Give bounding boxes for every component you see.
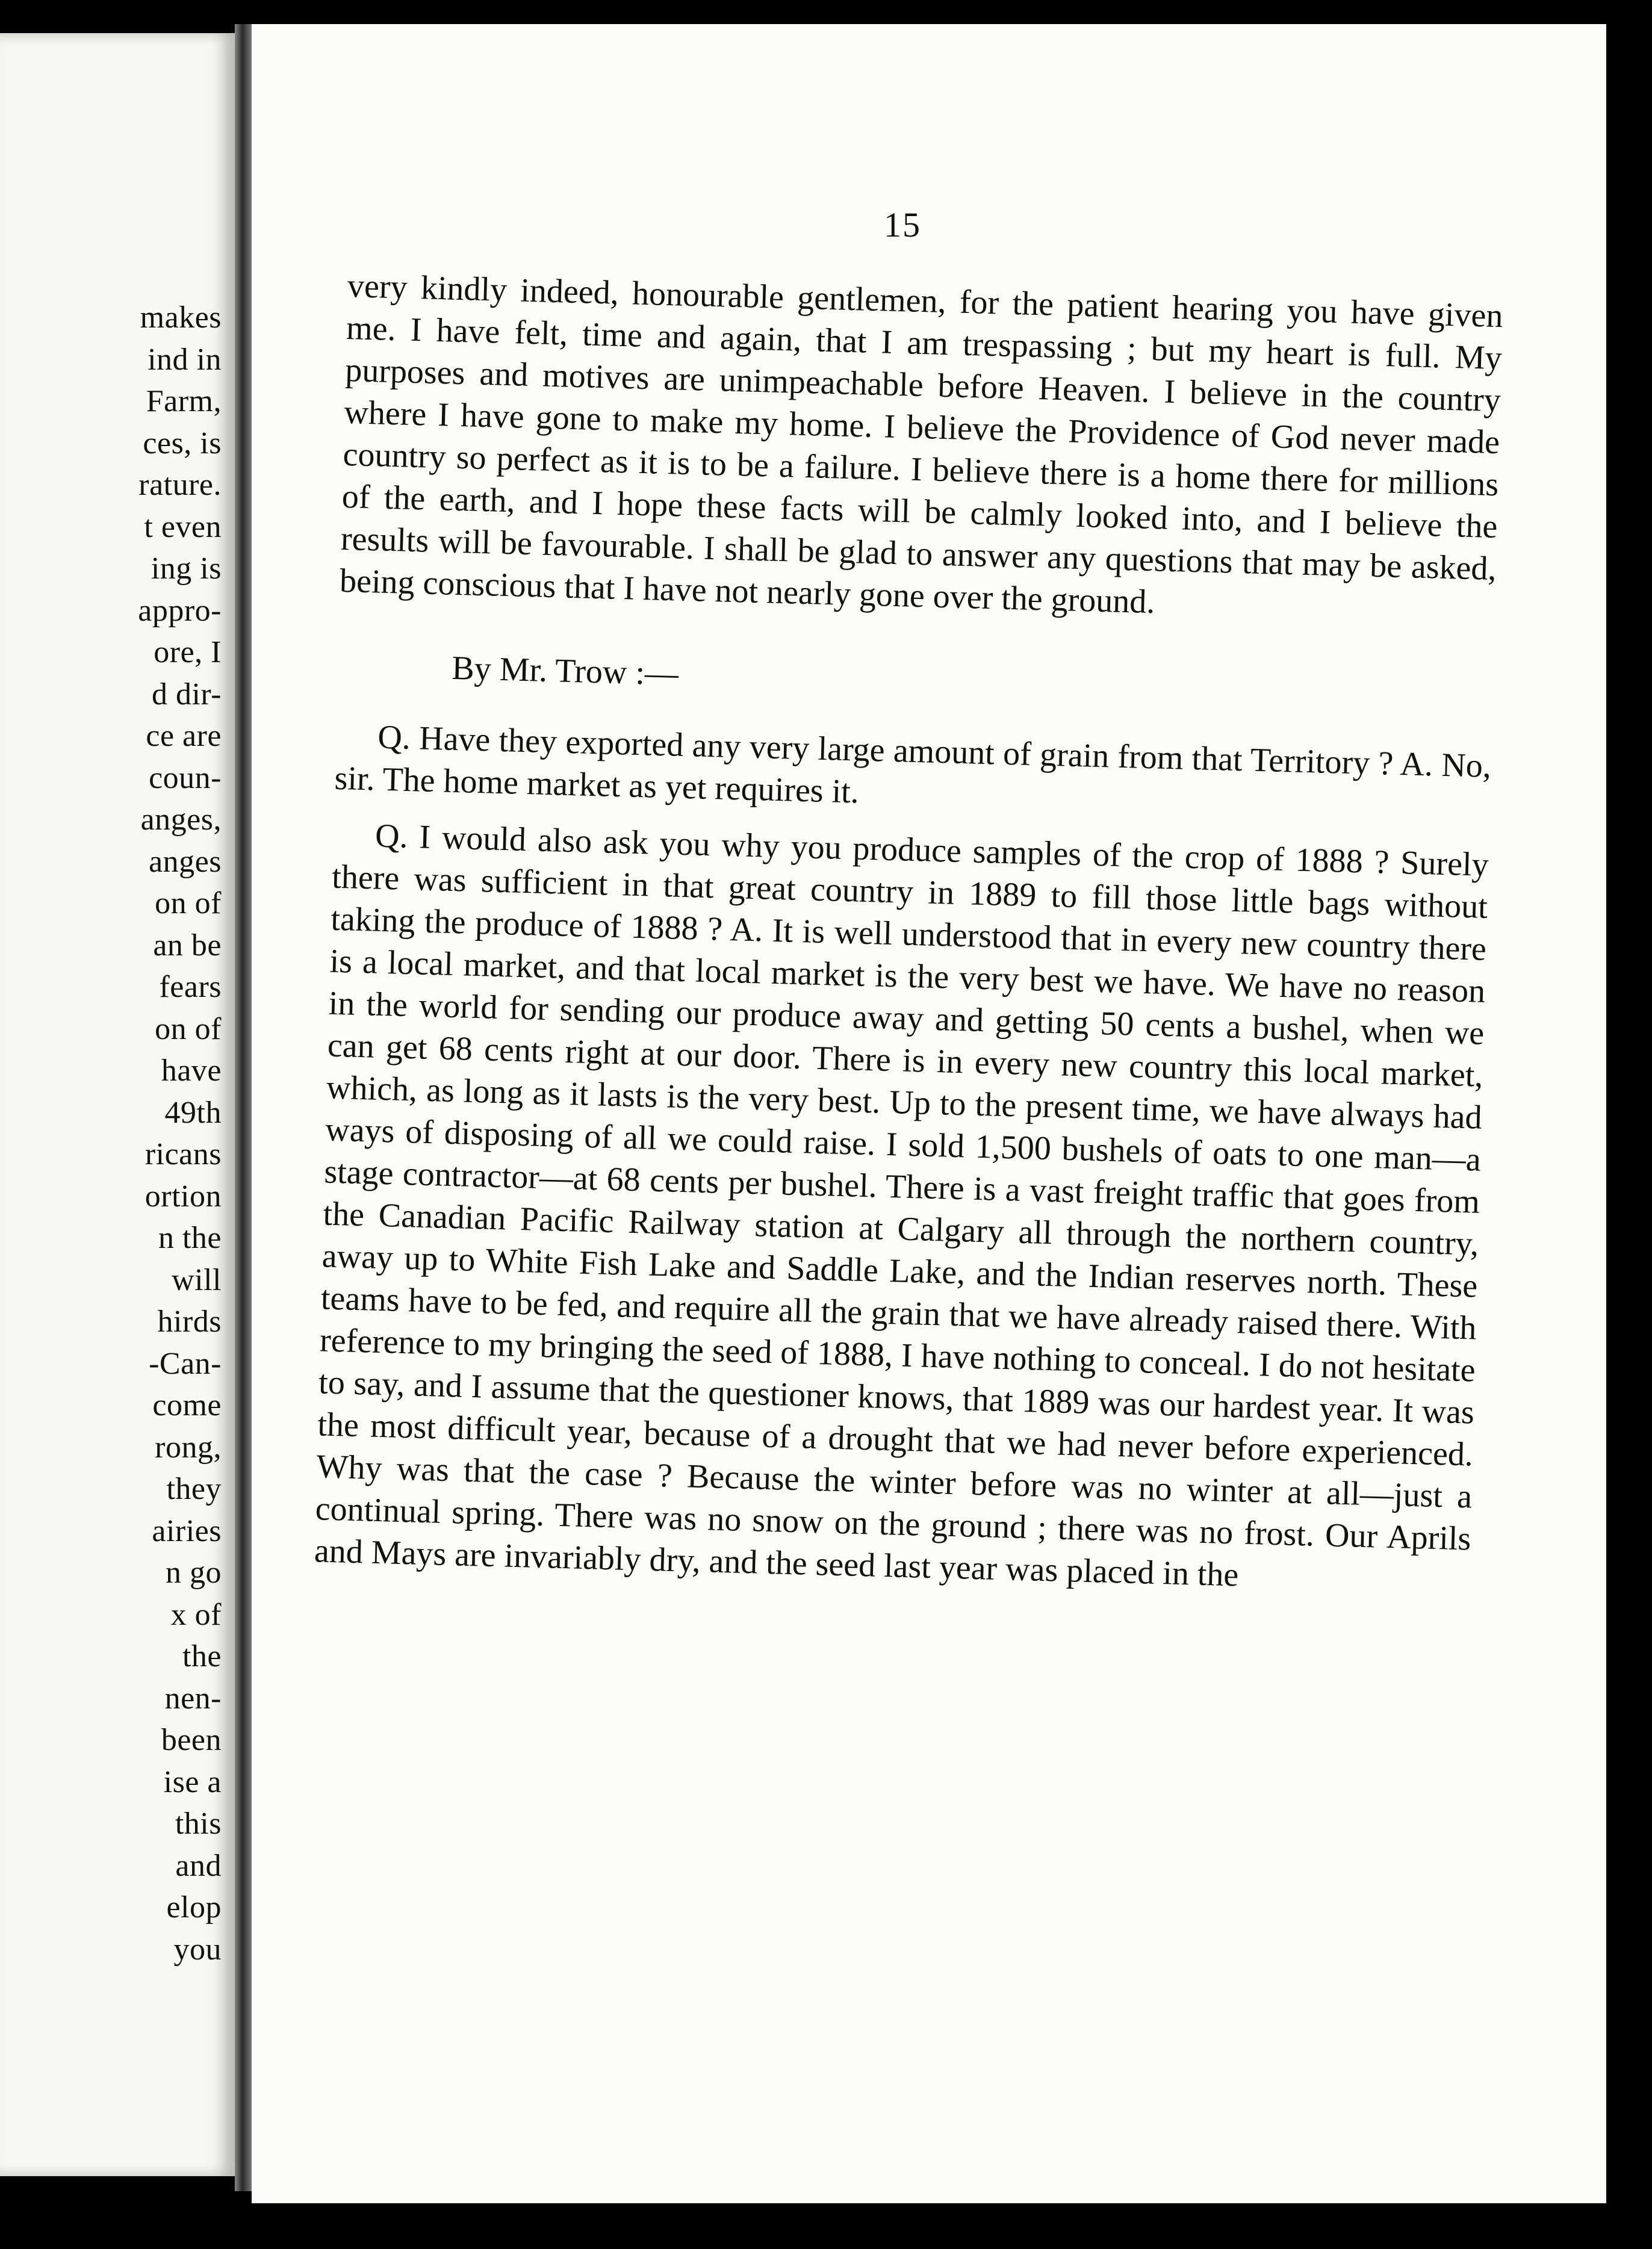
left-page-line: and: [175, 1848, 222, 1883]
speaker-heading: By Mr. Trow :—: [451, 649, 679, 693]
left-page-line: t even: [144, 509, 222, 544]
left-page-line: 49th: [164, 1095, 222, 1130]
left-page-line: will: [172, 1262, 222, 1297]
left-page-line: fears: [159, 970, 222, 1004]
left-page-line: appro-: [138, 593, 222, 628]
question-samples: Q. I would also ask you why you produce samples of the crop of 1888 ? Surely there was sufficient in that great country in 1889 to fill those little bags without taking the produce of 1888 ? A. It is well understood that in every new country there is a local market, and that local market is the very best we have. We have no reason in the world for sending our produce away and getting 50 cents a bushel, when we can get 68 cents right at our door. There is in every new country this local market, which, as long as it lasts is the very best. Up to the present time, we have always had ways of disposing of all we could raise. I sold 1,500 bushels of oats to one man—a stage contractor—at 68 cents per bushel. There is a vast freight traffic that goes from the Canadian Pacific Railway station at Calgary all through the northern country, away up to White Fish Lake and Saddle Lake, and the Indian reserves north. These teams have to be fed, and require all the grain that we have already raised there. With reference to my bringing the seed of 1888, I have nothing to conceal. I do not hesitate to say, and I assume that the questioner knows, that 1889 was our hardest year. It was the most difficult year, because of a drought that we had never before experienced. Why was that the case ? Because the winter before was no winter at all—just a continual spring. There was no snow on the ground ; there was no frost. Our Aprils and Mays are invariably dry, and the seed last year was placed in the: [314, 817, 1489, 1594]
left-page-line: elop: [166, 1890, 222, 1925]
left-facing-page: [0, 33, 235, 2176]
left-page-line: have: [161, 1053, 222, 1088]
left-page-line: been: [161, 1723, 222, 1757]
page-number: 15: [884, 205, 921, 244]
paragraph-closing-remarks: very kindly indeed, honourable gentlemen, for the patient hearing you have given me. I have felt, time and again, that I am trespassing ; but my heart is full. My purposes and motives are unimpeachable before Heaven. I believe in the country where I have gone to make my home. I believe the Providence of God never made country so perfect as it is to be a failure. I believe there is a home there for millions of the earth, and I hope these facts will be calmly looked into, and I believe the results will be favourable. I shall be glad to answer any questions that may be asked, being conscious that I have not nearly gone over the ground.: [339, 267, 1504, 621]
left-page-line: n go: [166, 1556, 222, 1590]
left-page-line: ces, is: [143, 426, 222, 461]
left-page-line: they: [166, 1472, 222, 1506]
book-gutter: [235, 24, 252, 2191]
left-page-line: ise a: [163, 1764, 222, 1799]
left-page-line: -Can-: [149, 1346, 222, 1381]
question-exports: Q. Have they exported any very large amount of grain from that Territory ? A. No, sir. The home market as yet requires it.: [334, 718, 1492, 811]
left-page-line: hirds: [157, 1304, 222, 1339]
left-page-line: ortion: [144, 1179, 222, 1214]
page-body: [314, 265, 1503, 1602]
left-page-line: ore, I: [154, 635, 222, 669]
left-page-line: come: [152, 1388, 222, 1422]
left-page-line: anges: [149, 844, 222, 879]
left-page-line: ce are: [146, 719, 222, 753]
left-page-line: anges,: [140, 802, 222, 837]
left-page-line: rong,: [155, 1430, 222, 1465]
left-page-line: ing is: [151, 551, 222, 586]
left-page-line: this: [175, 1807, 222, 1841]
left-page-line: on of: [155, 886, 222, 920]
left-page-line: on of: [155, 1011, 222, 1046]
left-page-line: x of: [170, 1597, 222, 1632]
left-page-line: airies: [152, 1513, 222, 1548]
left-page-line: rature.: [138, 468, 222, 502]
left-page-line: nen-: [164, 1681, 222, 1716]
left-page-line: ricans: [144, 1137, 222, 1171]
left-page-line: coun-: [149, 760, 222, 795]
left-page-line: the: [182, 1639, 222, 1674]
left-page-line: Farm,: [146, 384, 222, 418]
left-page-line: makes: [140, 300, 222, 335]
left-page-line: you: [173, 1932, 222, 1967]
left-page-line: d dir-: [151, 677, 222, 712]
right-page: [252, 24, 1606, 2203]
left-page-line: ind in: [148, 342, 222, 377]
left-page-line: n the: [158, 1221, 222, 1255]
left-page-line: an be: [153, 928, 222, 963]
left-page-text: [138, 297, 222, 1970]
